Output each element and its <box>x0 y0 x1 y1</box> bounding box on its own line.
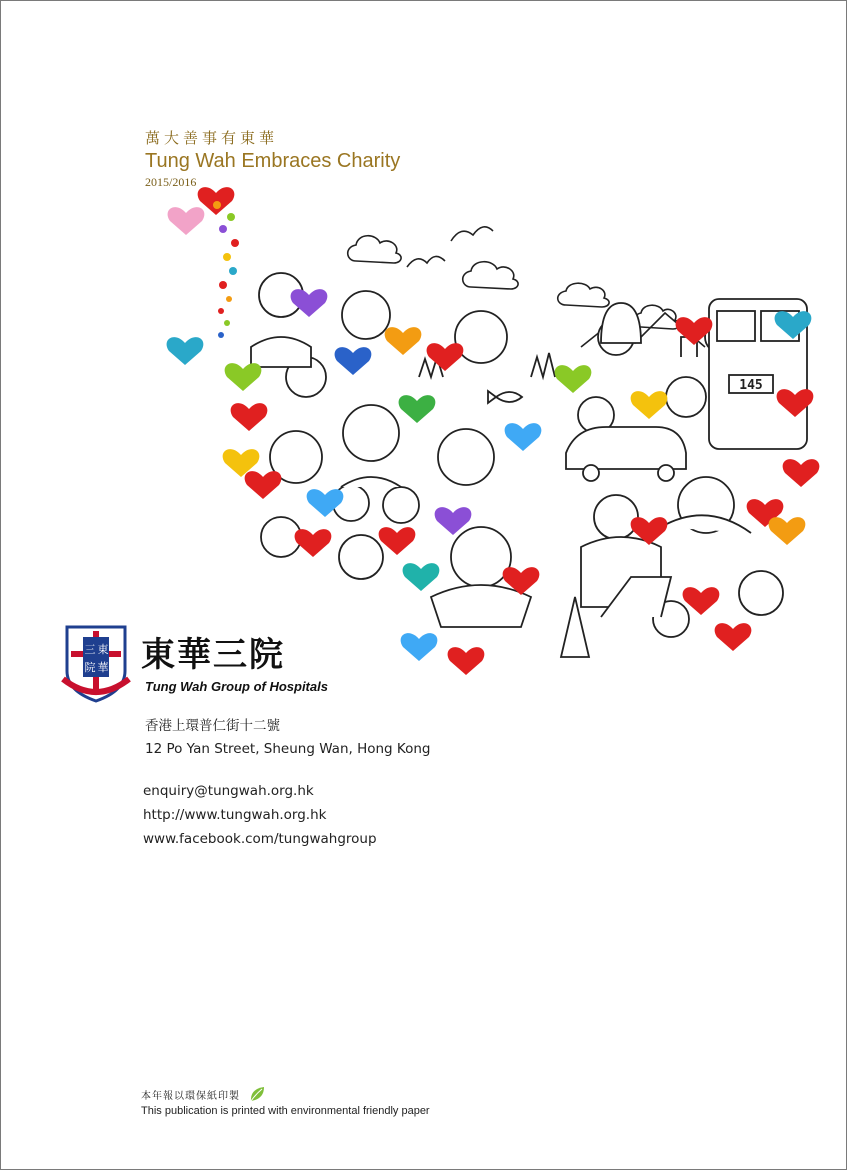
heart-icon <box>401 633 438 661</box>
charity-illustration <box>161 187 821 677</box>
heart-icon <box>555 365 592 393</box>
svg-text:東: 東 <box>97 643 109 656</box>
small-hearts-trail <box>213 201 239 338</box>
footer-chinese: 本年報以環保紙印製 <box>141 1091 240 1102</box>
email-link[interactable]: enquiry@tungwah.org.hk <box>143 783 314 799</box>
organization-name-english: Tung Wah Group of Hospitals <box>145 679 328 694</box>
contact-block <box>143 779 377 851</box>
crest-icon <box>59 623 133 705</box>
title-chinese: 萬大善事有東華 <box>145 129 279 147</box>
heart-icon <box>783 459 820 487</box>
svg-text:院: 院 <box>84 661 96 674</box>
heart-icon <box>769 517 806 545</box>
address-chinese: 香港上環普仁街十二號 <box>145 718 280 734</box>
bird-icon <box>407 227 493 267</box>
svg-text:三: 三 <box>84 643 96 656</box>
title-block <box>145 127 400 190</box>
heart-icon <box>231 403 268 431</box>
heart-icon <box>385 327 422 355</box>
address-block <box>145 715 430 761</box>
heart-icon <box>379 527 416 555</box>
footer-english: This publication is printed with environmental friendly paper <box>141 1105 430 1117</box>
organization-logo-block <box>59 623 359 705</box>
people-line-art <box>251 273 807 657</box>
heart-icon <box>335 347 372 375</box>
heart-icon <box>168 207 205 235</box>
heart-icon <box>427 343 464 371</box>
heart-icon <box>245 471 282 499</box>
heart-icon <box>399 395 436 423</box>
heart-icon <box>715 623 752 651</box>
heart-icon <box>505 423 542 451</box>
bus-number: 145 <box>739 378 763 393</box>
heart-icon <box>295 529 332 557</box>
address-english: 12 Po Yan Street, Sheung Wan, Hong Kong <box>145 741 431 757</box>
heart-icon <box>448 647 485 675</box>
title-english: Tung Wah Embraces Charity <box>145 150 401 172</box>
heart-icon <box>167 337 204 365</box>
title-year: 2015/2016 <box>145 175 197 189</box>
svg-text:華: 華 <box>97 661 109 674</box>
facebook-link[interactable]: www.facebook.com/tungwahgroup <box>143 831 377 847</box>
heart-icon <box>225 363 262 391</box>
footer-block <box>141 1084 430 1117</box>
heart-icon <box>683 587 720 615</box>
organization-name-chinese: 東華三院 <box>141 635 285 675</box>
heart-icon <box>403 563 440 591</box>
heart-icon <box>631 391 668 419</box>
heart-icon <box>291 289 328 317</box>
leaf-icon <box>248 1085 266 1103</box>
website-link[interactable]: http://www.tungwah.org.hk <box>143 807 327 823</box>
